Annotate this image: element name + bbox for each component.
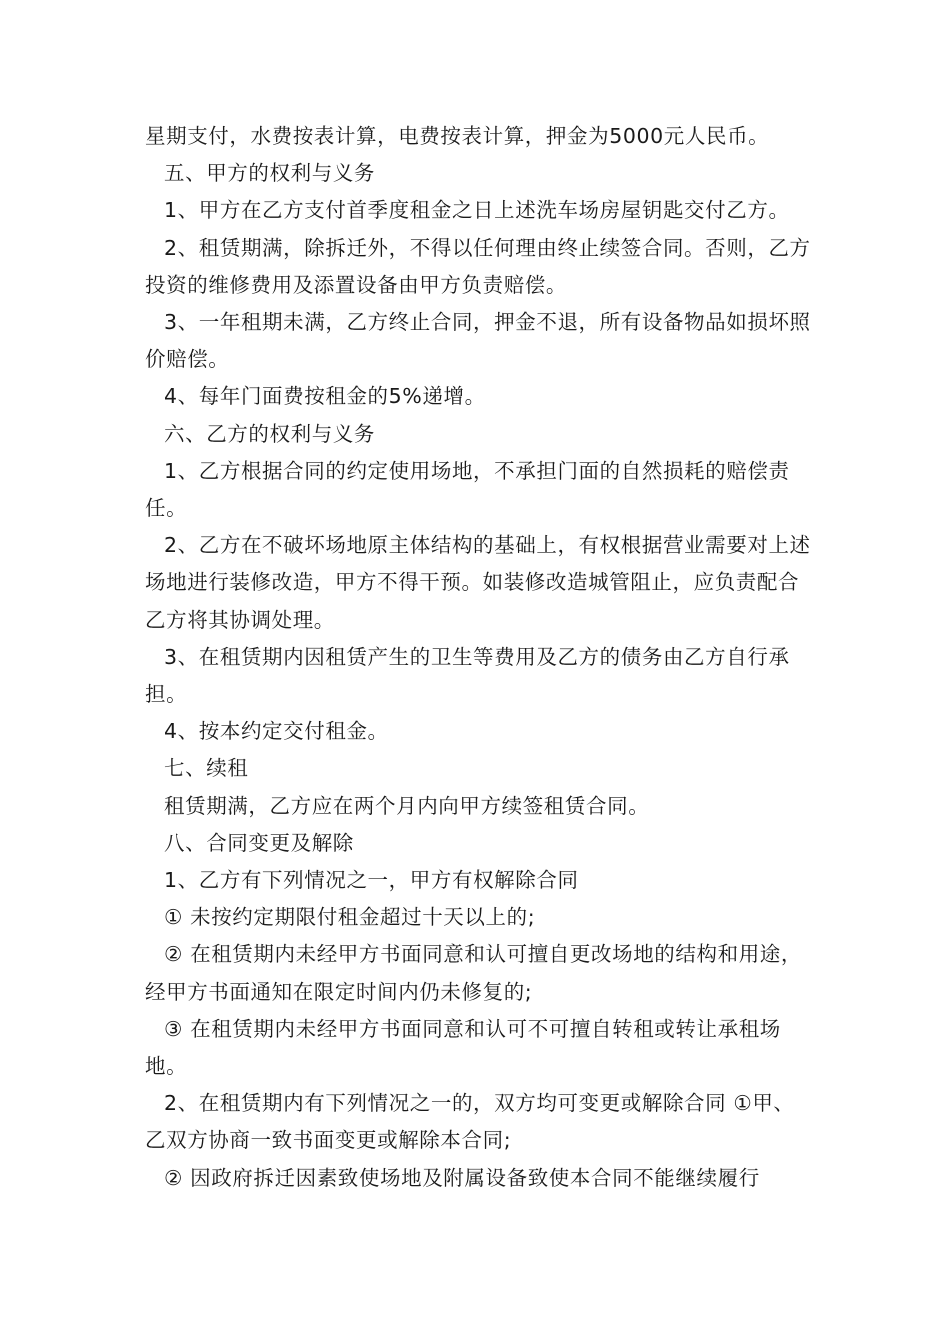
paragraph-6-2: 2、乙方在不破坏场地原主体结构的基础上，有权根据营业需要对上述场地进行装修改造，甲方不得干预。如装修改造城管阻止，应负责配合乙方将其协调处理。 [145,533,811,632]
paragraph-8-2: 2、在租赁期内有下列情况之一的，双方均可变更或解除合同 ①甲、乙双方协商一致书面变更或解除本合同; [145,1091,795,1153]
paragraph-payment-terms: 星期支付，水费按表计算，电费按表计算，押金为5000元人民币。 [145,124,770,148]
list-item-8-1-c: ③ 在租赁期内未经甲方书面同意和认可不可擅自转租或转让承租场地。 [145,1016,781,1079]
heading-section-5: 五、甲方的权利与义务 [164,161,375,186]
document-body [145,118,815,1197]
paragraph-5-4: 4、每年门面费按租金的5%递增。 [164,384,486,409]
paragraph-6-3: 3、在租赁期内因租赁产生的卫生等费用及乙方的债务由乙方自行承担。 [145,644,790,707]
list-item-8-2-b: ② 因政府拆迁因素致使场地及附属设备致使本合同不能继续履行 [164,1165,760,1190]
heading-section-8: 八、合同变更及解除 [164,830,354,855]
paragraph-5-2: 2、租赁期满，除拆迁外，不得以任何理由终止续签合同。否则，乙方投资的维修费用及添置设备由甲方负责赔偿。 [145,235,811,297]
paragraph-6-4: 4、按本约定交付租金。 [164,719,389,744]
paragraph-8-1: 1、乙方有下列情况之一，甲方有权解除合同 [164,868,579,893]
heading-section-7: 七、续租 [164,756,249,781]
paragraph-6-1: 1、乙方根据合同的约定使用场地，不承担门面的自然损耗的赔偿责任。 [145,458,790,521]
paragraph-5-3: 3、一年租期未满，乙方终止合同，押金不退，所有设备物品如损坏照价赔偿。 [145,310,811,372]
list-item-8-1-a: ① 未按约定期限付租金超过十天以上的; [164,905,536,930]
paragraph-7: 租赁期满，乙方应在两个月内向甲方续签租赁合同。 [164,793,650,818]
list-item-8-1-b: ② 在租赁期内未经甲方书面同意和认可擅自更改场地的结构和用途，经甲方书面通知在限定时间内仍未修复的; [145,942,802,1004]
paragraph-5-1: 1、甲方在乙方支付首季度租金之日上述洗车场房屋钥匙交付乙方。 [164,198,790,223]
heading-section-6: 六、乙方的权利与义务 [164,421,375,446]
